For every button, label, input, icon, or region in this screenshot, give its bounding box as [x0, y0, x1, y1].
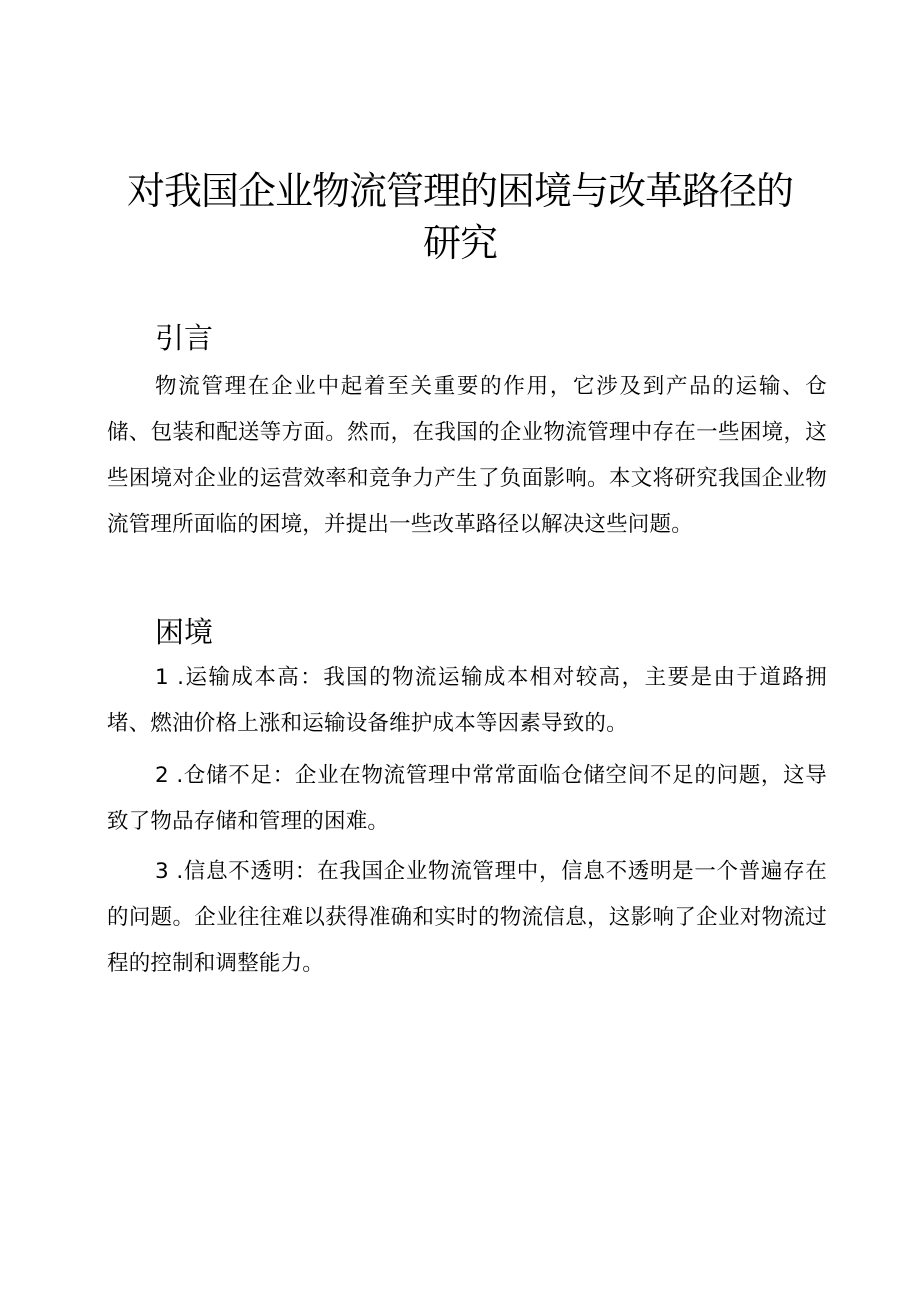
difficulty-item-3: 3 .信息不透明：在我国企业物流管理中，信息不透明是一个普遍存在的问题。企业往往难以获得准确和实时的物流信息，这影响了企业对物流过程的控制和调整能力。: [107, 859, 827, 976]
section-heading-introduction: 引言: [155, 321, 214, 355]
difficulty-item-2: 2 .仓储不足：企业在物流管理中常常面临仓储空间不足的问题，这导致了物品存储和管理的困难。: [107, 763, 827, 834]
difficulty-item-1: 1 .运输成本高：我国的物流运输成本相对较高，主要是由于道路拥堵、燃油价格上涨和运输设备维护成本等因素导致的。: [107, 665, 827, 736]
introduction-paragraph: 物流管理在企业中起着至关重要的作用，它涉及到产品的运输、仓储、包装和配送等方面。然而，在我国的企业物流管理中存在一些困境，这些困境对企业的运营效率和竞争力产生了负面影响。本文将研究我国企业物流管理所面临的困境，并提出一些改革路径以解决这些问题。: [107, 374, 827, 537]
document-title-line-1: 对我国企业物流管理的困境与改革路径的: [126, 169, 793, 213]
document-title-line-2: 研究: [422, 221, 497, 265]
section-heading-difficulties: 困境: [155, 615, 214, 649]
